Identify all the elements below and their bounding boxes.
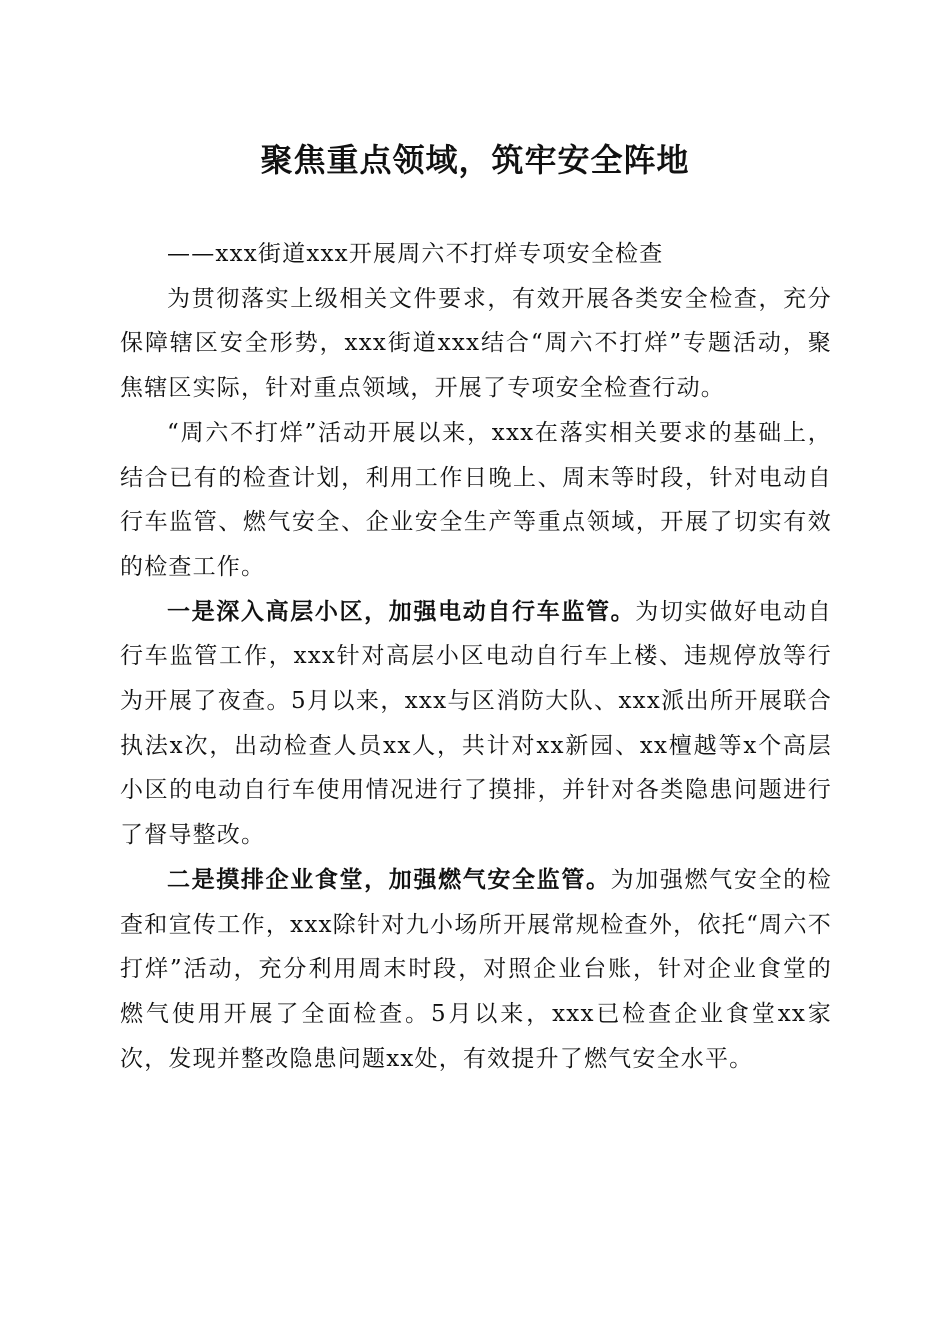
paragraph-3 (120, 590, 832, 858)
document-title: 聚焦重点领域，筑牢安全阵地 (260, 141, 690, 179)
subtitle: ——xxx街道xxx开展周六不打烊专项安全检查 (167, 241, 664, 267)
paragraph-1-text: 为贯彻落实上级相关文件要求，有效开展各类安全检查，充分保障辖区安全形势，xxx街道xxx结合“周六不打烊”专题活动，聚焦辖区实际，针对重点领域，开展了专项安全检查行动。 (120, 285, 832, 402)
paragraph-4-text: 为加强燃气安全的检查和宣传工作，xxx除针对九小场所开展常规检查外，依托“周六不打烊”活动，充分利用周末时段，对照企业台账，针对企业食堂的燃气使用开展了全面检查。5月以来，xxx已检查企业食堂xx家次，发现并整改隐患问题xx处，有效提升了燃气安全水平。 (120, 866, 832, 1072)
paragraph-3-lead: 一是深入高层小区，加强电动自行车监管。 (167, 597, 636, 625)
paragraph-2-text: “周六不打烊”活动开展以来，xxx在落实相关要求的基础上，结合已有的检查计划，利用工作日晚上、周末等时段，针对电动自行车监管、燃气安全、企业安全生产等重点领域，开展了切实有效的检查工作。 (120, 419, 832, 580)
document-body (120, 232, 832, 1081)
paragraph-4 (120, 858, 832, 1082)
paragraph-3-text: 为切实做好电动自行车监管工作，xxx针对高层小区电动自行车上楼、违规停放等行为开展了夜查。5月以来，xxx与区消防大队、xxx派出所开展联合执法x次，出动检查人员xx人，共计对xx新园、xx檀越等x个高层小区的电动自行车使用情况进行了摸排，并针对各类隐患问题进行了督导整改。 (120, 598, 832, 849)
paragraph-4-lead: 二是摸排企业食堂，加强燃气安全监管。 (167, 865, 611, 893)
paragraph-2 (120, 411, 832, 590)
paragraph-1 (120, 277, 832, 411)
